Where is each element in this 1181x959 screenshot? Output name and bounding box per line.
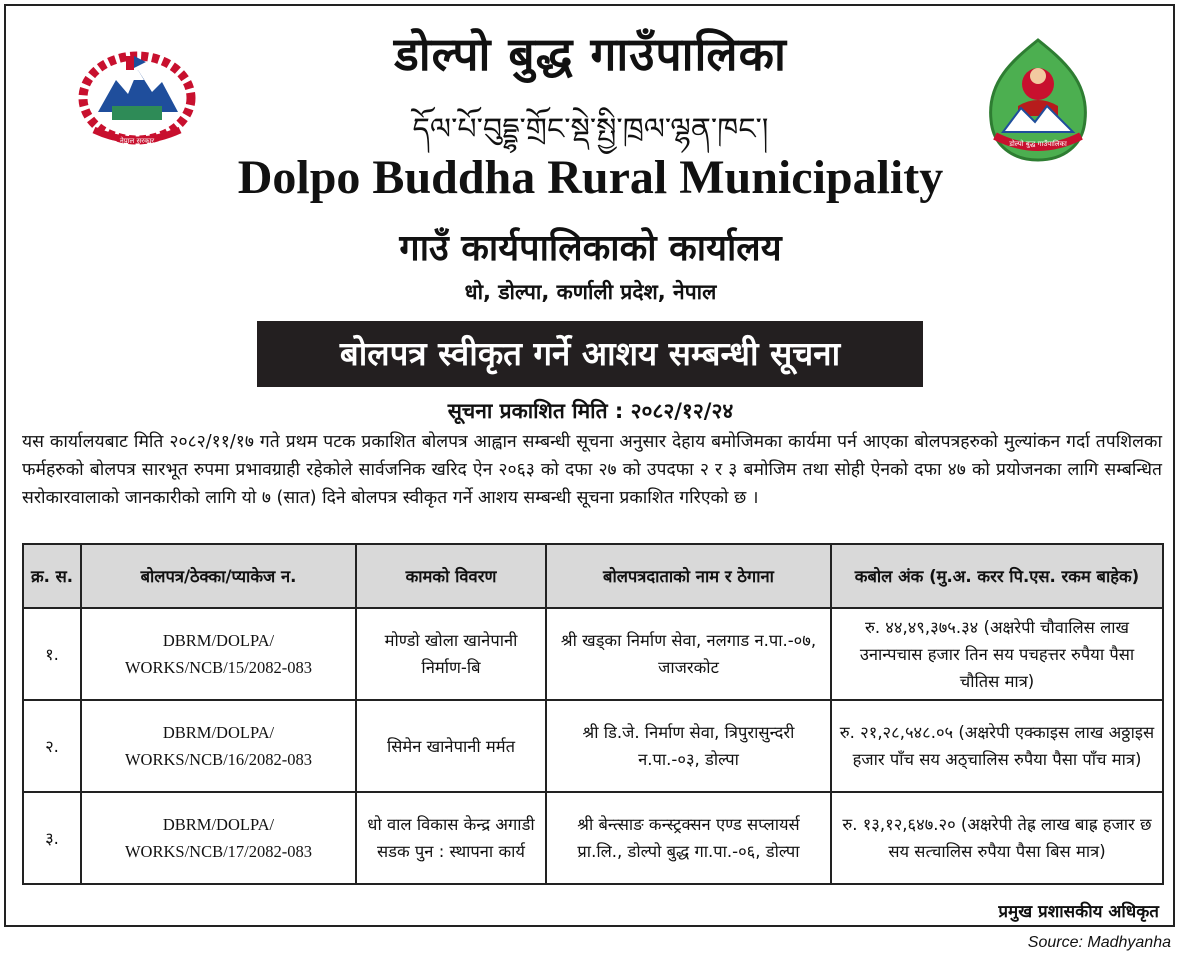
header-bid-no: बोलपत्र/ठेक्का/प्याकेज न. (81, 544, 356, 608)
cell-sn: ३. (23, 792, 81, 884)
table-row (23, 792, 1163, 884)
office-address: धो, डोल्पा, कर्णाली प्रदेश, नेपाल (464, 280, 717, 304)
header-sn: क्र. स. (23, 544, 81, 608)
cell-bidder: श्री डि.जे. निर्माण सेवा, त्रिपुरासुन्दरी न.पा.-०३, डोल्पा (546, 700, 831, 792)
municipality-name-tibetan: དོལ་པོ་བུདྡྷ་གྲོང་སྡེ་སྤྱི་ཁྲལ་ལྷན་ཁང་། (412, 112, 769, 147)
header-amount: कबोल अंक (मु.अ. करर पि.एस. रकम बाहेक) (831, 544, 1163, 608)
cell-bid-no: DBRM/DOLPA/ WORKS/NCB/15/2082-083 (81, 608, 356, 700)
left-emblem-caption: नेपाल सरकार (119, 137, 155, 145)
table-row (23, 608, 1163, 700)
source-credit: Source: Madhyanha (1027, 934, 1171, 951)
office-name: गाउँ कार्यपालिकाको कार्यालय (399, 228, 782, 269)
table-header-row (23, 544, 1163, 608)
cell-sn: २. (23, 700, 81, 792)
notice-title: बोलपत्र स्वीकृत गर्ने आशय सम्बन्धी सूचना (339, 334, 841, 373)
cell-amount: रु. १३,१२,६४७.२० (अक्षरेपी तेह्र लाख बाह्र हजार छ सय सत्चालिस रुपैया पैसा बिस मात्र) (831, 792, 1163, 884)
cell-work: धो वाल विकास केन्द्र अगाडी सडक पुन : स्थापना कार्य (356, 792, 546, 884)
cell-amount: रु. २१,२८,५४८.०५ (अक्षरेपी एक्काइस लाख अठ्ठाइस हजार पाँच सय अठ्चालिस रुपैया पैसा पाँच मात्र) (831, 700, 1163, 792)
published-date: सूचना प्रकाशित मिति : २०८२/१२/२४ (447, 399, 734, 423)
bid-acceptance-table (22, 543, 1164, 885)
header-bidder: बोलपत्रदाताको नाम र ठेगाना (546, 544, 831, 608)
signatory: प्रमुख प्रशासकीय अधिकृत (998, 902, 1159, 922)
right-emblem-caption: डोल्पो बुद्ध गाउँपालिका (1009, 140, 1067, 148)
municipality-name-english: Dolpo Buddha Rural Municipality (237, 151, 944, 204)
cell-bid-no: DBRM/DOLPA/ WORKS/NCB/16/2082-083 (81, 700, 356, 792)
table-row (23, 700, 1163, 792)
cell-bidder: श्री बेन्त्साङ कन्स्ट्रक्सन एण्ड सप्लायर्स प्रा.लि., डोल्पो बुद्ध गा.पा.-०६, डोल्पा (546, 792, 831, 884)
notice-body: यस कार्यालयबाट मिति २०८२/११/१७ गते प्रथम पटक प्रकाशित बोलपत्र आह्वान सम्बन्धी सूचना अनुसार देहाय बमोजिमका कार्यमा पर्न आएका बोलपत्रहरुको मुल्यांकन गर्दा तपशिलका फर्महरुको बोलपत्र सारभूत रुपमा प्रभावग्राही रहेकोले सार्वजनिक खरिद ऐन २०६३ को दफा २७ को उपदफा २ र ३ बमोजिम तथा सोही ऐनको दफा ४७ को प्रयोजनका लागि सम्बन्धित सरोकारवालाको जानकारीको लागि यो ७ (सात) दिने बोलपत्र स्वीकृत गर्ने आशय सम्बन्धी सूचना प्रकाशित गरिएको छ । (22, 432, 1162, 508)
notice-title-banner (257, 321, 923, 387)
cell-work: सिमेन खानेपानी मर्मत (356, 700, 546, 792)
municipality-name-nepali: डोल्पो बुद्ध गाउँपालिका (394, 27, 787, 81)
cell-work: मोण्डो खोला खानेपानी निर्माण-बि (356, 608, 546, 700)
header-work: कामको विवरण (356, 544, 546, 608)
cell-amount: रु. ४४,४९,३७५.३४ (अक्षरेपी चौवालिस लाख उनान्पचास हजार तिन सय पचहत्तर रुपैया पैसा चौतिस मात्र) (831, 608, 1163, 700)
cell-bidder: श्री खड्का निर्माण सेवा, नलगाड न.पा.-०७, जाजरकोट (546, 608, 831, 700)
cell-bid-no: DBRM/DOLPA/ WORKS/NCB/17/2082-083 (81, 792, 356, 884)
cell-sn: १. (23, 608, 81, 700)
